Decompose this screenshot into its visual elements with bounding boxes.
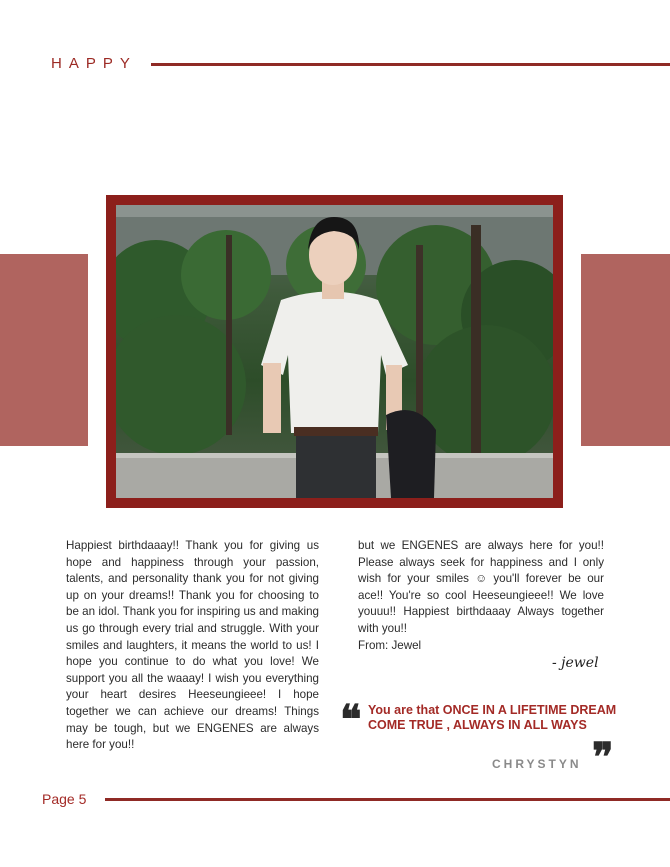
header-divider [151,63,670,66]
handwritten-signature: - jewel [552,655,599,671]
letter-left-text: Happiest birthdaaay!! Thank you for giving us hope and happiness through your passion, talents, and personality thank you for not giving up on your dreams!! Thank you for choosing to be an idol. Thank you for inspiring us and making us go through every trial and struggle. With your smiles and laughters, it means the world to us! I hope you continue to do what you love! We support you all the waaay! I wish you everything your heart desires Heeseungieee! I hope together we can achieve our dreams! Things may be tough, but we ENGENES are always here for you!! [66,539,319,752]
portrait-photo [116,205,553,498]
close-quote-icon: ❞ [592,734,614,781]
letter-left-column [66,538,319,754]
left-accent-block [0,254,88,446]
page-number: Page 5 [42,791,87,807]
footer-divider [105,798,670,801]
right-accent-block [581,254,670,446]
photo-frame [106,195,563,508]
letter-right-column [358,538,604,654]
letter-right-text: but we ENGENES are always here for you!! Please always seek for happiness and I only wish for your smiles ☺ you'll forever be our ace!! You're so cool Heeseungieee!! We love youuu!! Happiest birthdaaay Always together with you!! [358,539,604,635]
open-quote-icon: ❝ [340,696,362,743]
header-title: HAPPY [51,55,137,72]
pull-quote: You are that ONCE IN A LIFETIME DREAM COME TRUE , ALWAYS IN ALL WAYS [368,703,617,732]
quote-author: CHRYSTYN [492,757,582,771]
letter-from: From: Jewel [358,638,422,652]
